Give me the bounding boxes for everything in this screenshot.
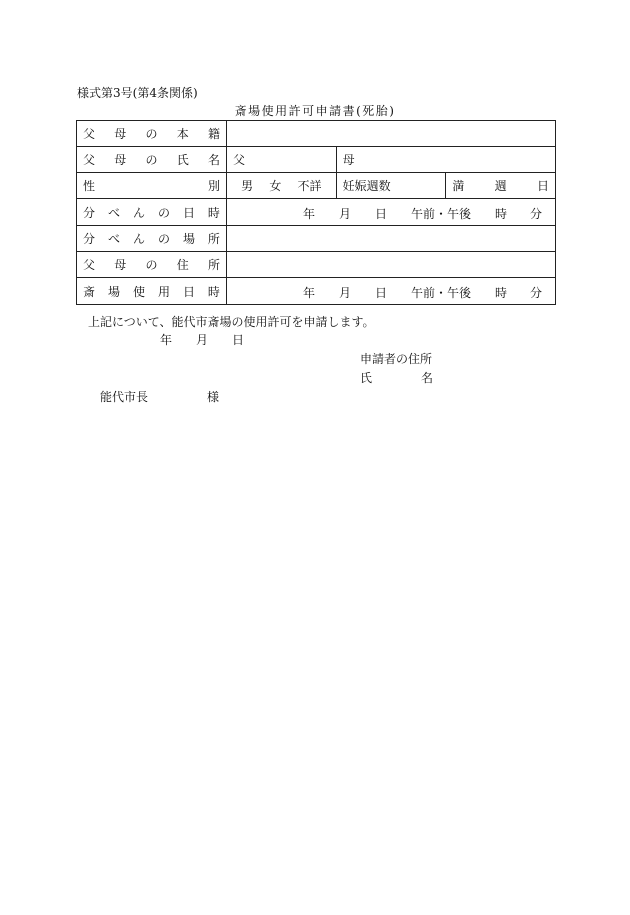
addressee: 能代市長 (100, 390, 149, 404)
document-title: 斎場使用許可申請書(死胎) (234, 104, 396, 118)
label-crematorium-datetime (77, 278, 227, 305)
crematorium-datetime-field[interactable] (227, 278, 556, 305)
label-sex (77, 173, 227, 199)
delivery-place-field[interactable] (227, 226, 556, 252)
label-char: の (157, 205, 170, 220)
label-char: 母 (114, 127, 127, 141)
table-row-crematorium-datetime (77, 278, 556, 305)
mother-name-field[interactable] (336, 147, 555, 173)
applicant-name-label-char: 名 (421, 371, 434, 385)
table-row-parents-address (77, 252, 556, 278)
gestation-day-unit: 日 (536, 179, 549, 193)
label-parents-name (77, 147, 227, 173)
label-char: 父 (83, 258, 96, 272)
label-char: 住 (176, 258, 189, 272)
label-char: の (145, 127, 158, 141)
label-char: 性 (83, 179, 96, 193)
gestation-full-label: 満 (452, 179, 465, 193)
delivery-datetime-field[interactable] (227, 199, 556, 226)
label-char: 所 (207, 258, 220, 272)
label-parents-registry (77, 121, 227, 147)
day-unit: 日 (375, 207, 388, 221)
application-table (76, 120, 556, 305)
label-char: 日 (182, 205, 195, 220)
am-pm-option[interactable]: 午前・午後 (411, 207, 472, 221)
label-parents-address (77, 252, 227, 278)
table-row-sex (77, 173, 556, 199)
gestation-weeks-field[interactable] (446, 173, 556, 199)
mother-label: 母 (342, 153, 355, 167)
parents-address-field[interactable] (227, 252, 556, 278)
month-unit: 月 (339, 207, 352, 221)
sex-option-male[interactable]: 男 (241, 179, 254, 193)
label-char: 別 (207, 179, 220, 193)
sex-option-unknown[interactable]: 不詳 (297, 179, 322, 193)
label-char: べ (107, 205, 120, 220)
label-char: の (157, 232, 170, 246)
label-char: 日 (182, 284, 195, 299)
label-char: 父 (83, 153, 96, 167)
label-delivery-datetime (77, 199, 227, 226)
label-char: 本 (176, 127, 189, 141)
table-row-delivery-place (77, 226, 556, 252)
minute-unit: 分 (530, 286, 543, 300)
month-unit: 月 (339, 286, 352, 300)
table-row-registry (77, 121, 556, 147)
label-char: 籍 (207, 127, 220, 141)
label-char: 名 (207, 153, 220, 167)
label-char: べ (107, 232, 120, 246)
label-char: 分 (83, 205, 96, 220)
registry-field[interactable] (227, 121, 556, 147)
label-char: 時 (207, 205, 220, 220)
label-char: ん (132, 232, 145, 246)
label-gestation-weeks: 妊娠週数 (336, 173, 446, 199)
applicant-name-label-char: 氏 (360, 371, 373, 385)
minute-unit: 分 (530, 207, 543, 221)
label-char: 使 (132, 284, 145, 299)
label-char: の (145, 258, 158, 272)
form-code: 様式第3号(第4条関係) (77, 86, 198, 100)
table-row-delivery-datetime (77, 199, 556, 226)
label-delivery-place (77, 226, 227, 252)
application-statement: 上記について、能代市斎場の使用許可を申請します。 (88, 315, 375, 329)
table-row-parents-name (77, 147, 556, 173)
date-year-label: 年 (160, 333, 173, 347)
label-char: 斎 (83, 284, 96, 299)
father-name-field[interactable] (227, 147, 337, 173)
year-unit: 年 (303, 286, 316, 300)
label-char: 場 (107, 284, 120, 299)
label-char: 場 (182, 232, 195, 246)
label-char: 時 (207, 284, 220, 299)
label-char: 氏 (176, 153, 189, 167)
hour-unit: 時 (495, 286, 508, 300)
label-char: 父 (83, 127, 96, 141)
label-char: 用 (157, 284, 170, 299)
date-month-label: 月 (196, 333, 209, 347)
sex-option-female[interactable]: 女 (269, 179, 282, 193)
am-pm-option[interactable]: 午前・午後 (411, 286, 472, 300)
gestation-week-unit: 週 (494, 179, 507, 193)
sex-options-field[interactable] (227, 173, 337, 199)
label-char: 分 (83, 232, 96, 246)
label-char: 所 (207, 232, 220, 246)
date-day-label: 日 (232, 333, 245, 347)
label-char: 母 (114, 258, 127, 272)
label-char: 母 (114, 153, 127, 167)
label-char: の (145, 153, 158, 167)
father-label: 父 (233, 153, 246, 167)
hour-unit: 時 (495, 207, 508, 221)
label-char: ん (132, 205, 145, 220)
day-unit: 日 (375, 286, 388, 300)
applicant-address-label: 申請者の住所 (360, 352, 433, 366)
year-unit: 年 (303, 207, 316, 221)
honorific: 様 (207, 390, 220, 404)
